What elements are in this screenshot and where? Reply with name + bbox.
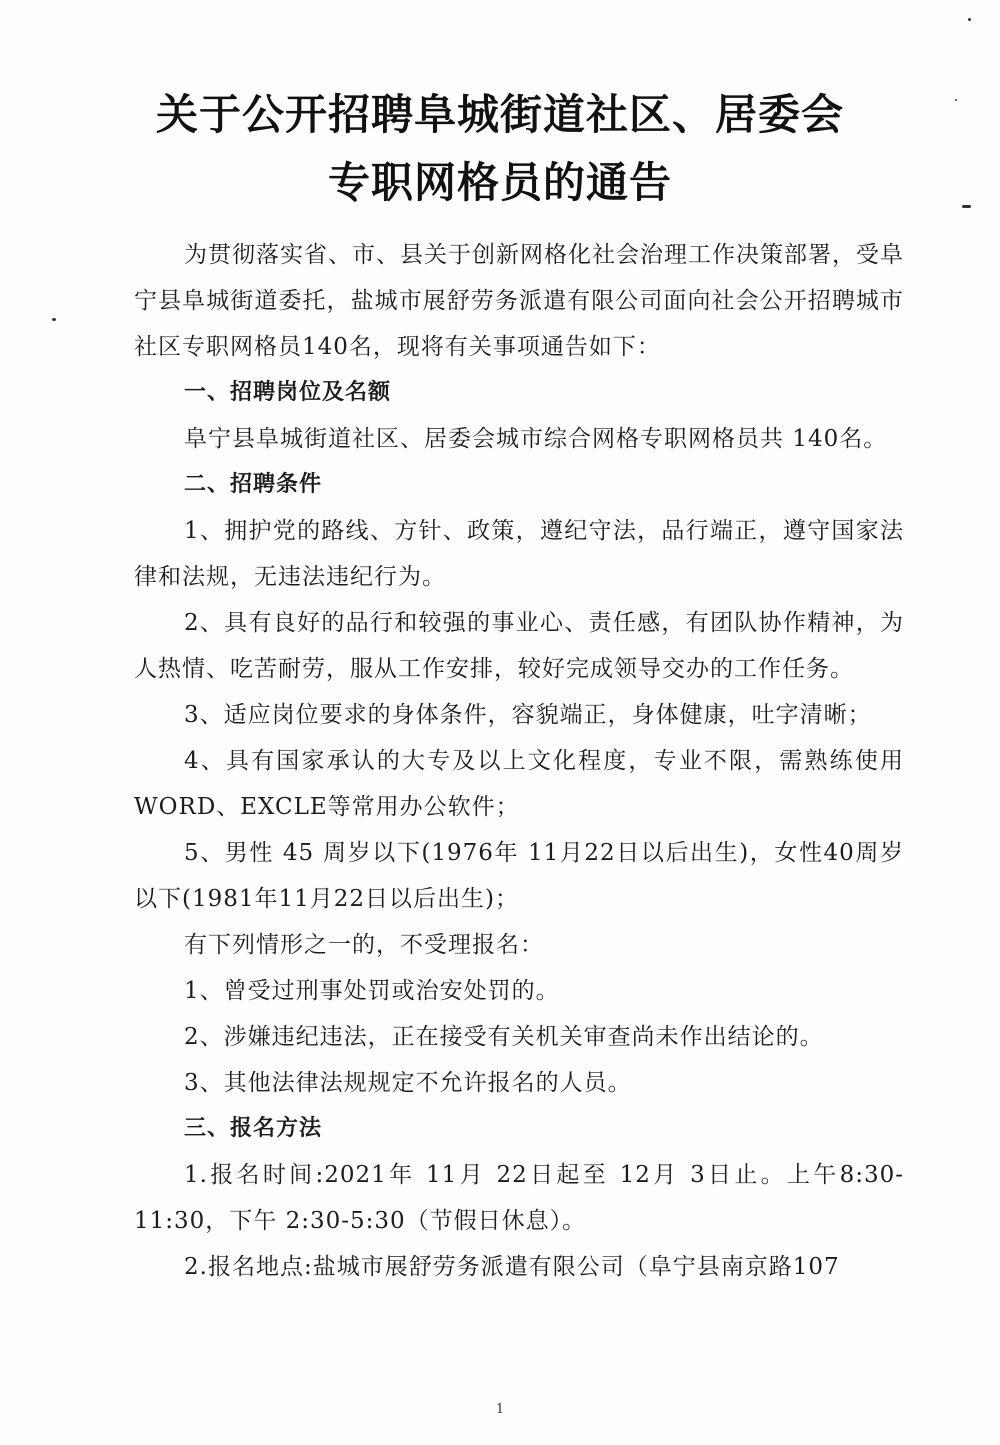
section-heading-1: 一、招聘岗位及名额 — [184, 380, 392, 405]
section-heading-3: 三、报名方法 — [184, 1116, 323, 1141]
document-title-line2: 专职网格员的通告 — [327, 158, 672, 207]
section-heading-2: 二、招聘条件 — [184, 472, 323, 497]
intro-paragraph: 为贯彻落实省、市、县关于创新网格化社会治理工作决策部署，受阜宁县阜城街道委托，盐城市展舒劳务派遣有限公司面向社会公开招聘城市社区专职网格员140名，现将有关事项通告如下： — [134, 242, 904, 360]
scan-speck — [955, 99, 957, 101]
registration-time: 1.报名时间:2021年 11月 22日起至 12月 3日止。上午8:30-11:30，下午 2:30-5:30（节假日休息）。 — [134, 1162, 904, 1234]
condition-item-4: 4、具有国家承认的大专及以上文化程度，专业不限，需熟练使用WORD、EXCLE等常用办公软件； — [134, 748, 904, 820]
condition-item-5: 5、男性 45 周岁以下(1976年 11月22日以后出生)，女性40周岁以下(1981年11月22日以后出生)； — [134, 840, 904, 912]
scan-speck — [968, 18, 971, 21]
document-title-line1: 关于公开招聘阜城街道社区、居委会 — [155, 90, 844, 139]
condition-item-1: 1、拥护党的路线、方针、政策，遵纪守法，品行端正，遵守国家法律和法规，无违法违纪行为。 — [134, 518, 904, 590]
exclusion-item-3: 3、其他法律法规规定不允许报名的人员。 — [184, 1070, 632, 1096]
registration-location: 2.报名地点:盐城市展舒劳务派遣有限公司（阜宁县南京路107 — [184, 1254, 840, 1280]
scan-speck — [962, 205, 971, 208]
exclusion-item-1: 1、曾受过刑事处罚或治安处罚的。 — [184, 978, 560, 1004]
scan-speck — [52, 318, 56, 321]
positions-paragraph: 阜宁县阜城街道社区、居委会城市综合网格专职网格员共 140名。 — [184, 426, 888, 452]
condition-item-2: 2、具有良好的品行和较强的事业心、责任感，有团队协作精神，为人热情、吃苦耐劳，服从工作安排，较好完成领导交办的工作任务。 — [134, 610, 904, 682]
exclusion-intro: 有下列情形之一的，不受理报名： — [184, 932, 544, 958]
condition-item-3: 3、适应岗位要求的身体条件，容貌端正，身体健康，吐字清晰； — [184, 702, 872, 728]
page-number: 1 — [495, 1402, 505, 1417]
document-body — [134, 232, 904, 1290]
exclusion-item-2: 2、涉嫌违纪违法，正在接受有关机关审查尚未作出结论的。 — [184, 1024, 824, 1050]
